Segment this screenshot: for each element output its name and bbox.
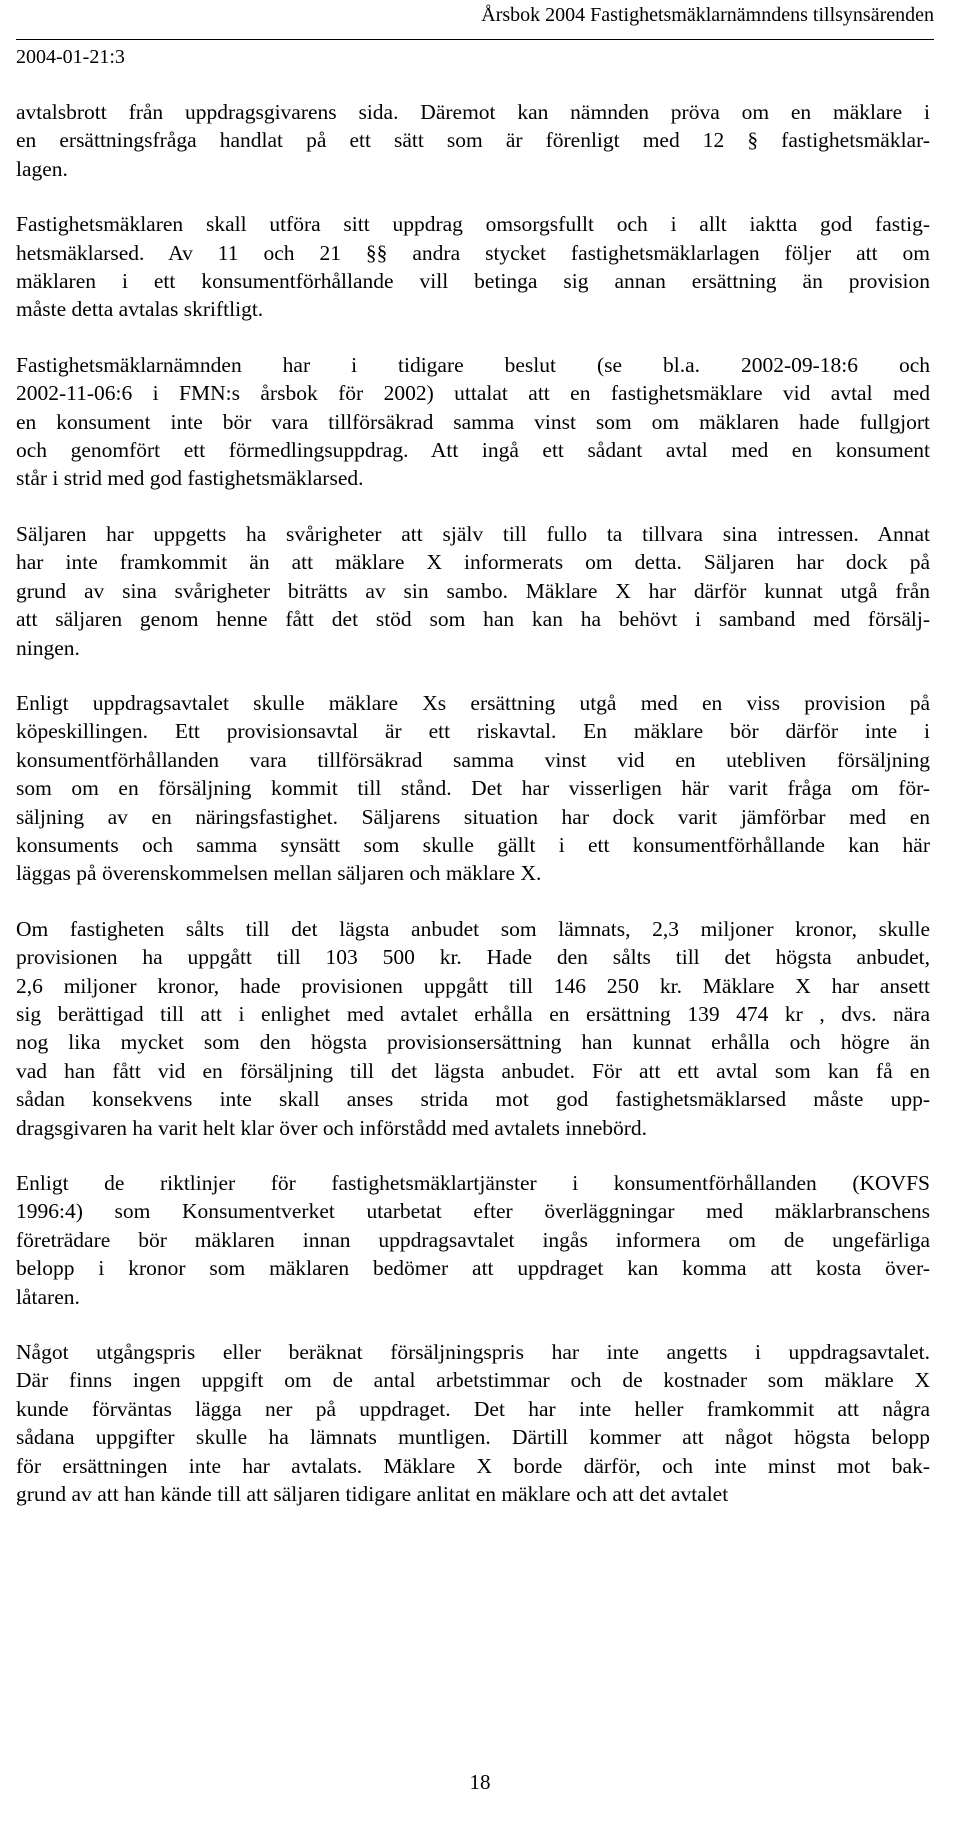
text-line: konsuments och samma synsätt som skulle gällt i ett konsumentförhållande kan här xyxy=(16,832,930,857)
text-line: måste detta avtalas skriftligt. xyxy=(16,297,264,322)
text-line: Fastighetsmäklaren skall utföra sitt uppdrag omsorgsfullt och i allt iaktta god fastig- xyxy=(16,212,930,237)
text-line: Enligt de riktlinjer för fastighetsmäklartjänster i konsumentförhållanden (KOVFS xyxy=(16,1171,930,1195)
text-line: Där finns ingen uppgift om de antal arbetstimmar och de kostnader som mäklare X xyxy=(16,1368,930,1393)
paragraph xyxy=(16,1169,930,1311)
paragraph xyxy=(16,689,930,888)
text-line: som om en försäljning kommit till stånd. Det har visserligen här varit fråga om för- xyxy=(16,776,930,801)
text-line: sådan konsekvens inte skall anses strida mot god fastighetsmäklarsed måste upp- xyxy=(16,1087,930,1112)
text-line: dragsgivaren ha varit helt klar över och införstådd med avtalets innebörd. xyxy=(16,1115,648,1140)
text-line: kunde förväntas lägga ner på uppdraget. Det har inte heller framkommit att några xyxy=(16,1396,930,1421)
text-line: en ersättningsfråga handlat på ett sätt som är förenligt med 12 § fastighetsmäklar- xyxy=(16,128,930,153)
text-line: köpeskillingen. Ett provisionsavtal är ett riskavtal. En mäklare bör därför inte i xyxy=(16,719,930,744)
text-line: nog lika mycket som den högsta provisionsersättning han kunnat erhålla och högre än xyxy=(16,1030,930,1055)
text-line: Om fastigheten sålts till det lägsta anbudet som lämnats, 2,3 miljoner kronor, skulle xyxy=(16,916,930,941)
paragraph xyxy=(16,210,930,324)
text-line: sig berättigad till att i enlighet med avtalet erhålla en ersättning 139 474 kr , dvs. nära xyxy=(16,1001,930,1026)
paragraph xyxy=(16,915,930,1142)
text-line: att säljaren genom henne fått det stöd som han kan ha behövt i samband med försälj- xyxy=(16,607,930,632)
header-divider xyxy=(16,39,934,40)
text-line: provisionen ha uppgått till 103 500 kr. Hade den sålts till det högsta anbudet, xyxy=(16,945,930,970)
text-line: konsumentförhållanden vara tillförsäkrad samma vinst vid en utebliven försäljning xyxy=(16,747,930,772)
text-line: 1996:4) som Konsumentverket utarbetat efter överläggningar med mäklarbranschens xyxy=(16,1199,930,1224)
text-line: Säljaren har uppgetts ha svårigheter att själv till fullo ta tillvara sina intressen. Annat xyxy=(16,521,930,546)
text-line: och genomfört ett förmedlingsuppdrag. Att ingå ett sådant avtal med en konsument xyxy=(16,438,930,463)
text-line: ningen. xyxy=(16,635,80,660)
case-reference-date: 2004-01-21:3 xyxy=(16,46,125,68)
page-number: 18 xyxy=(469,1770,491,1794)
text-line: Fastighetsmäklarnämnden har i tidigare beslut (se bl.a. 2002-09-18:6 och xyxy=(16,352,930,377)
text-line: sådana uppgifter skulle ha lämnats muntligen. Därtill kommer att något högsta belopp xyxy=(16,1425,930,1450)
text-line: avtalsbrott från uppdragsgivarens sida. Däremot kan nämnden pröva om en mäklare i xyxy=(16,100,930,124)
text-line: 2002-11-06:6 i FMN:s årsbok för 2002) uttalat att en fastighetsmäklare vid avtal med xyxy=(16,381,930,406)
paragraph xyxy=(16,98,930,183)
body-text xyxy=(16,98,930,1508)
text-line: har inte framkommit än att mäklare X informerats om detta. Säljaren har dock på xyxy=(16,550,930,575)
text-line: vad han fått vid en försäljning till det lägsta anbudet. För att ett avtal som kan få en xyxy=(16,1058,930,1083)
text-line: säljning av en näringsfastighet. Säljarens situation har dock varit jämförbar med en xyxy=(16,804,930,829)
text-line: grund av sina svårigheter biträtts av sin sambo. Mäklare X har därför kunnat utgå från xyxy=(16,578,930,603)
running-header-title: Årsbok 2004 Fastighetsmäklarnämndens tillsynsärenden xyxy=(481,4,934,26)
text-line: läggas på överenskommelsen mellan säljaren och mäklare X. xyxy=(16,861,542,886)
text-line: Något utgångspris eller beräknat försäljningspris har inte angetts i uppdragsavtalet. xyxy=(16,1340,930,1365)
text-line: 2,6 miljoner kronor, hade provisionen uppgått till 146 250 kr. Mäklare X har ansett xyxy=(16,973,930,998)
text-line: hetsmäklarsed. Av 11 och 21 §§ andra stycket fastighetsmäklarlagen följer att om xyxy=(16,240,930,265)
text-line: Enligt uppdragsavtalet skulle mäklare Xs ersättning utgå med en viss provision på xyxy=(16,690,930,715)
text-line: för ersättningen inte har avtalats. Mäklare X borde därför, och inte minst mot bak- xyxy=(16,1453,930,1478)
text-line: grund av att han kände till att säljaren tidigare anlitat en mäklare och att det avtalet xyxy=(16,1482,729,1507)
text-line: lagen. xyxy=(16,156,68,181)
text-line: belopp i kronor som mäklaren bedömer att uppdraget kan komma att kosta över- xyxy=(16,1256,930,1281)
text-line: mäklaren i ett konsumentförhållande vill betinga sig annan ersättning än provision xyxy=(16,269,930,294)
paragraph xyxy=(16,1338,930,1508)
text-line: företrädare bör mäklaren innan uppdragsavtalet ingås informera om de ungefärliga xyxy=(16,1227,930,1252)
paragraph xyxy=(16,520,930,662)
paragraph xyxy=(16,351,930,493)
text-line: en konsument inte bör vara tillförsäkrad samma vinst som om mäklaren hade fullgjort xyxy=(16,409,930,434)
text-line: låtaren. xyxy=(16,1284,80,1309)
text-line: står i strid med god fastighetsmäklarsed. xyxy=(16,466,364,491)
